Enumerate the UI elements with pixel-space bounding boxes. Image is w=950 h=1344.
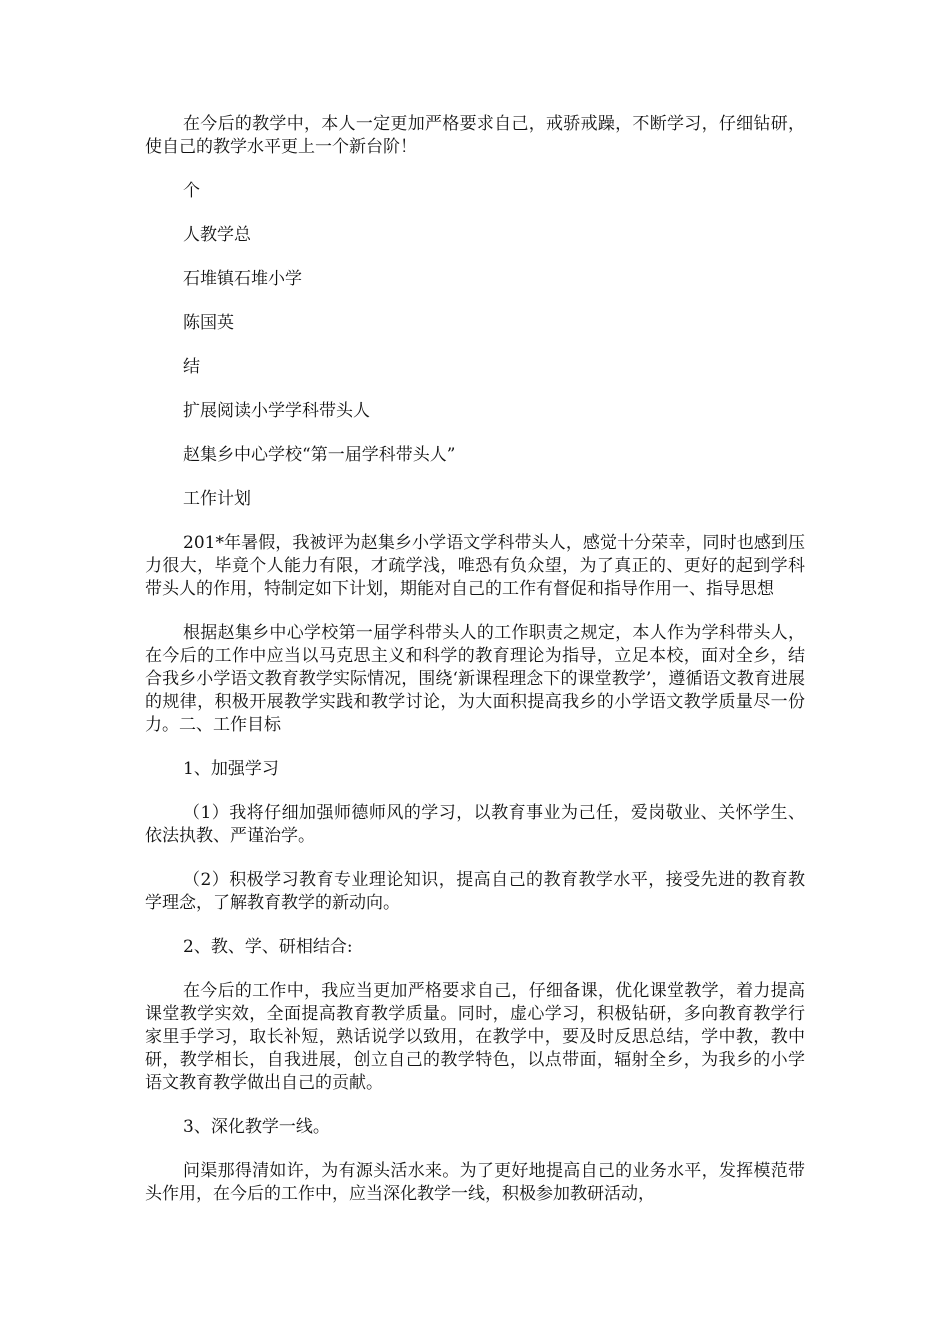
paragraph-work-plan-heading: 工作计划 [183, 489, 251, 509]
paragraph-section-2-body: 在今后的工作中，我应当更加严格要求自己，仔细备课，优化课堂教学，着力提高课堂教学实效，全面提高教育教学质量。同时，虚心学习，积极钻研，多向教育教学行家里手学习，取长补短，熟话说学以致用，在教学中，要及时反思总结，学中教，教中研，教学相长，自我进展，创立自己的教学特色，以点带面，辐射全乡，为我乡的小学语文教育教学做出自己的贡献。 [145, 981, 805, 1093]
paragraph-section-3-body: 问渠那得清如许，为有源头活水来。为了更好地提高自己的业务水平，发挥模范带头作用，在今后的工作中，应当深化教学一线，积极参加教研活动， [145, 1161, 805, 1204]
paragraph-closing-statement: 在今后的教学中，本人一定更加严格要求自己，戒骄戒躁，不断学习，仔细钻研，使自己的教学水平更上一个新台阶！ [145, 114, 805, 157]
document-body [145, 113, 805, 1227]
paragraph-school-name: 石堆镇石堆小学 [183, 269, 302, 289]
paragraph-title-fragment-3: 结 [183, 357, 200, 377]
paragraph-section-1-heading: 1、加强学习 [183, 759, 279, 779]
paragraph-extended-reading-heading: 扩展阅读小学学科带头人 [183, 401, 370, 421]
paragraph-title-fragment-1: 个 [183, 181, 200, 201]
paragraph-title-fragment-2: 人教学总 [183, 225, 251, 245]
paragraph-section-3-heading: 3、深化教学一线。 [183, 1117, 330, 1137]
paragraph-guiding-ideology: 根据赵集乡中心学校第一届学科带头人的工作职责之规定，本人作为学科带头人，在今后的工作中应当以马克思主义和科学的教育理论为指导，立足本校，面对全乡，结合我乡小学语文教育教学实际情况，围绕‘新课程理念下的课堂教学’，遵循语文教育进展的规律，积极开展教学实践和教学讨论，为大面积提高我乡的小学语文教学质量尽一份力。二、工作目标 [145, 623, 805, 735]
paragraph-introduction: 201*年暑假，我被评为赵集乡小学语文学科带头人，感觉十分荣幸，同时也感到压力很大，毕竟个人能力有限，才疏学浅，唯恐有负众望，为了真正的、更好的起到学科带头人的作用，特制定如下计划，期能对自己的工作有督促和指导作用一、指导思想 [145, 533, 805, 599]
paragraph-plan-heading: 赵集乡中心学校“第一届学科带头人” [183, 445, 456, 465]
paragraph-item-1: （1）我将仔细加强师德师风的学习，以教育事业为己任，爱岗敬业、关怀学生、依法执教、严谨治学。 [145, 803, 805, 846]
paragraph-section-2-heading: 2、教、学、研相结合: [183, 937, 353, 957]
paragraph-item-2: （2）积极学习教育专业理论知识，提高自己的教育教学水平，接受先进的教育教学理念，了解教育教学的新动向。 [145, 870, 805, 913]
paragraph-author-name: 陈国英 [183, 313, 234, 333]
